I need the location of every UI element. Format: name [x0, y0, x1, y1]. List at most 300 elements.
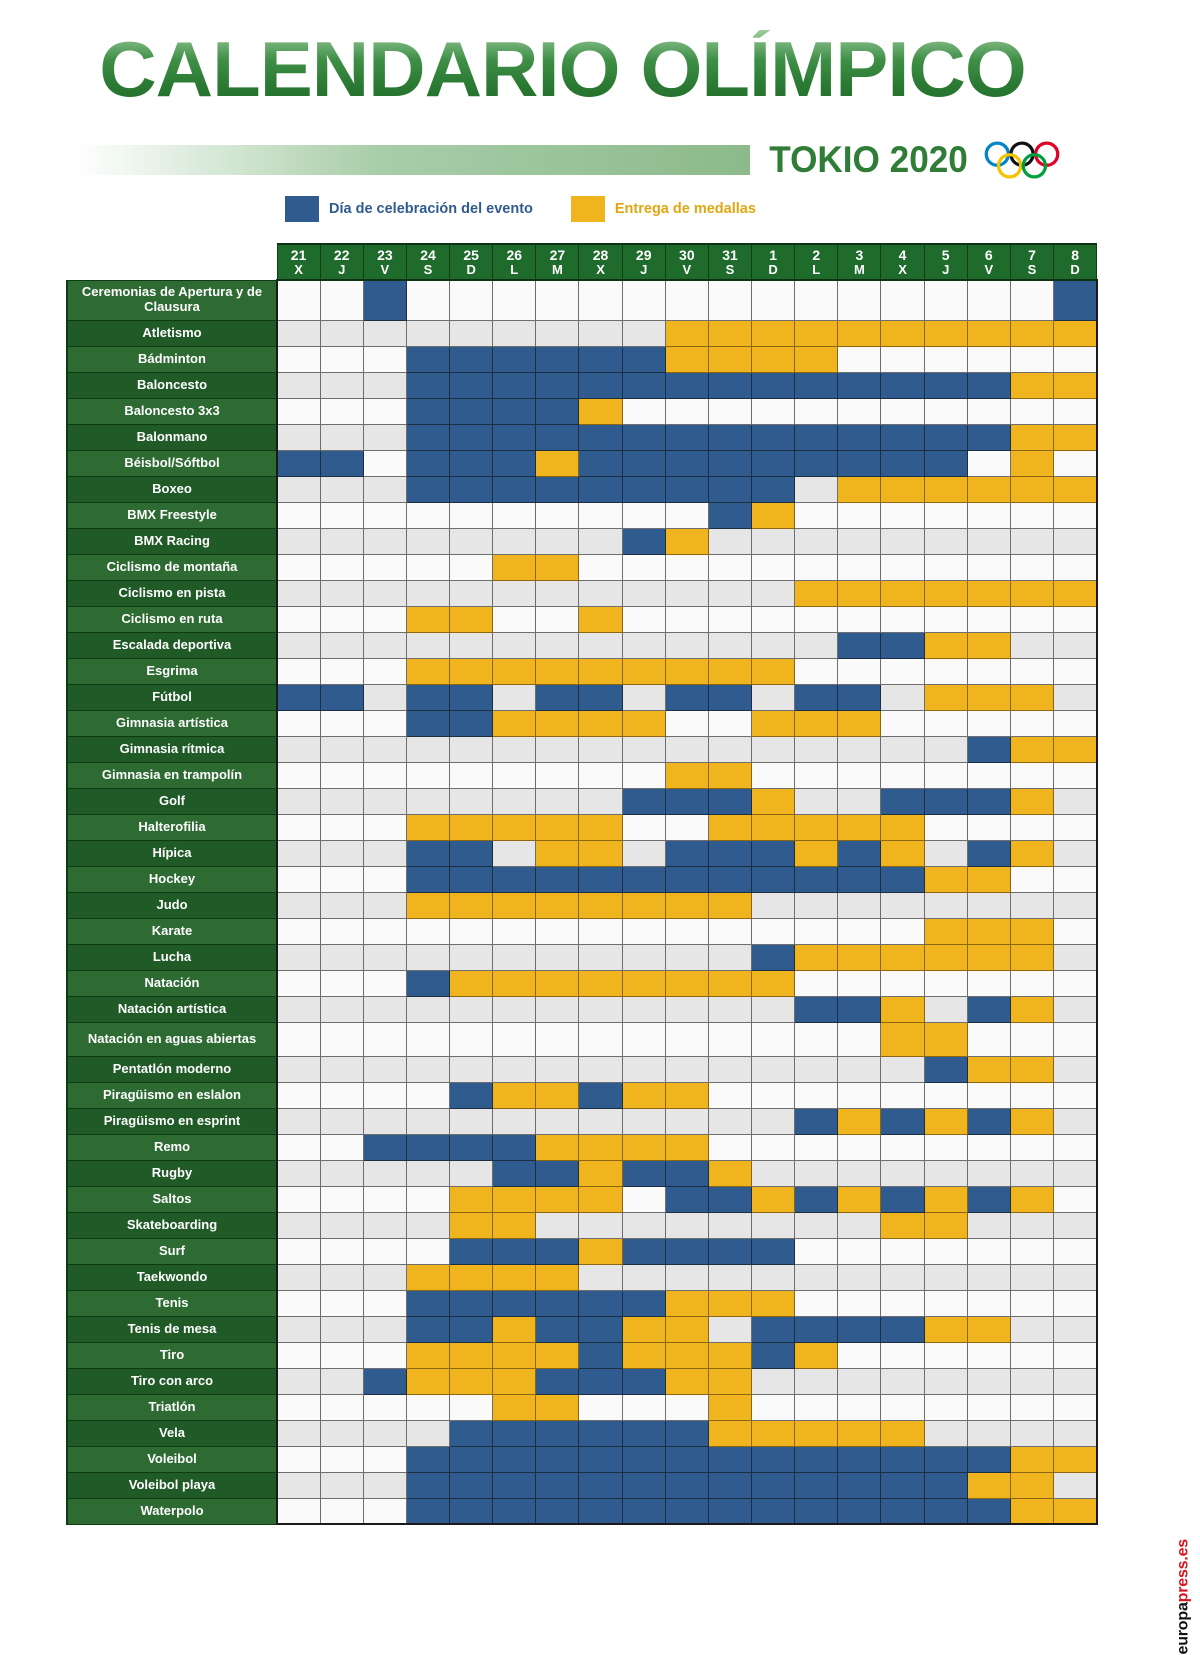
calendar-cell[interactable] — [579, 1022, 622, 1056]
calendar-cell[interactable] — [924, 632, 967, 658]
calendar-cell[interactable] — [406, 580, 449, 606]
calendar-cell[interactable] — [881, 788, 924, 814]
calendar-cell[interactable] — [493, 1472, 536, 1498]
sport-label[interactable]: Rugby — [67, 1160, 277, 1186]
calendar-cell[interactable] — [838, 684, 881, 710]
calendar-cell[interactable] — [795, 1316, 838, 1342]
calendar-cell[interactable] — [493, 710, 536, 736]
calendar-cell[interactable] — [967, 424, 1010, 450]
calendar-cell[interactable] — [320, 1420, 363, 1446]
calendar-cell[interactable] — [795, 606, 838, 632]
calendar-cell[interactable] — [881, 814, 924, 840]
calendar-cell[interactable] — [795, 762, 838, 788]
calendar-cell[interactable] — [708, 1446, 751, 1472]
calendar-cell[interactable] — [795, 280, 838, 320]
calendar-cell[interactable] — [536, 1446, 579, 1472]
calendar-cell[interactable] — [320, 1238, 363, 1264]
calendar-cell[interactable] — [277, 970, 320, 996]
calendar-cell[interactable] — [536, 1082, 579, 1108]
calendar-cell[interactable] — [536, 1498, 579, 1524]
calendar-cell[interactable] — [795, 502, 838, 528]
calendar-cell[interactable] — [967, 944, 1010, 970]
sport-label[interactable]: Halterofilia — [67, 814, 277, 840]
calendar-cell[interactable] — [320, 892, 363, 918]
calendar-cell[interactable] — [665, 502, 708, 528]
calendar-cell[interactable] — [708, 1420, 751, 1446]
calendar-cell[interactable] — [795, 658, 838, 684]
calendar-cell[interactable] — [1010, 554, 1053, 580]
calendar-cell[interactable] — [363, 1134, 406, 1160]
calendar-cell[interactable] — [924, 840, 967, 866]
sport-label[interactable]: Skateboarding — [67, 1212, 277, 1238]
calendar-cell[interactable] — [967, 346, 1010, 372]
calendar-cell[interactable] — [450, 1082, 493, 1108]
calendar-cell[interactable] — [363, 658, 406, 684]
calendar-cell[interactable] — [320, 1160, 363, 1186]
calendar-cell[interactable] — [1010, 528, 1053, 554]
calendar-cell[interactable] — [924, 814, 967, 840]
calendar-cell[interactable] — [622, 580, 665, 606]
calendar-cell[interactable] — [795, 1108, 838, 1134]
calendar-cell[interactable] — [622, 892, 665, 918]
calendar-cell[interactable] — [708, 1108, 751, 1134]
calendar-cell[interactable] — [493, 1056, 536, 1082]
calendar-cell[interactable] — [708, 1498, 751, 1524]
calendar-cell[interactable] — [493, 502, 536, 528]
calendar-cell[interactable] — [881, 554, 924, 580]
calendar-cell[interactable] — [967, 606, 1010, 632]
calendar-cell[interactable] — [752, 658, 795, 684]
calendar-cell[interactable] — [622, 476, 665, 502]
calendar-cell[interactable] — [320, 814, 363, 840]
calendar-cell[interactable] — [536, 1056, 579, 1082]
calendar-cell[interactable] — [924, 1472, 967, 1498]
calendar-cell[interactable] — [838, 424, 881, 450]
calendar-cell[interactable] — [277, 840, 320, 866]
sport-label[interactable]: Piragüismo en esprint — [67, 1108, 277, 1134]
calendar-cell[interactable] — [320, 710, 363, 736]
calendar-cell[interactable] — [1054, 814, 1097, 840]
calendar-cell[interactable] — [536, 840, 579, 866]
calendar-cell[interactable] — [1010, 1082, 1053, 1108]
calendar-cell[interactable] — [493, 1498, 536, 1524]
calendar-cell[interactable] — [881, 1082, 924, 1108]
calendar-cell[interactable] — [967, 1472, 1010, 1498]
calendar-cell[interactable] — [622, 658, 665, 684]
calendar-cell[interactable] — [795, 450, 838, 476]
calendar-cell[interactable] — [363, 1316, 406, 1342]
calendar-cell[interactable] — [450, 918, 493, 944]
calendar-cell[interactable] — [967, 450, 1010, 476]
calendar-cell[interactable] — [579, 580, 622, 606]
calendar-cell[interactable] — [924, 1446, 967, 1472]
calendar-cell[interactable] — [450, 528, 493, 554]
calendar-cell[interactable] — [622, 788, 665, 814]
calendar-cell[interactable] — [277, 736, 320, 762]
calendar-cell[interactable] — [536, 476, 579, 502]
calendar-cell[interactable] — [665, 1290, 708, 1316]
calendar-cell[interactable] — [493, 476, 536, 502]
calendar-cell[interactable] — [924, 280, 967, 320]
calendar-cell[interactable] — [450, 1420, 493, 1446]
calendar-cell[interactable] — [708, 580, 751, 606]
calendar-cell[interactable] — [406, 1290, 449, 1316]
calendar-cell[interactable] — [967, 970, 1010, 996]
calendar-cell[interactable] — [1054, 840, 1097, 866]
calendar-cell[interactable] — [622, 1022, 665, 1056]
calendar-cell[interactable] — [1054, 1022, 1097, 1056]
calendar-cell[interactable] — [881, 1238, 924, 1264]
calendar-cell[interactable] — [320, 866, 363, 892]
calendar-cell[interactable] — [450, 684, 493, 710]
calendar-cell[interactable] — [967, 710, 1010, 736]
calendar-cell[interactable] — [493, 280, 536, 320]
calendar-cell[interactable] — [665, 424, 708, 450]
calendar-cell[interactable] — [795, 320, 838, 346]
calendar-cell[interactable] — [363, 892, 406, 918]
calendar-cell[interactable] — [363, 1056, 406, 1082]
calendar-cell[interactable] — [967, 502, 1010, 528]
calendar-cell[interactable] — [967, 814, 1010, 840]
calendar-cell[interactable] — [924, 424, 967, 450]
calendar-cell[interactable] — [795, 554, 838, 580]
calendar-cell[interactable] — [493, 528, 536, 554]
calendar-cell[interactable] — [1010, 710, 1053, 736]
calendar-cell[interactable] — [708, 320, 751, 346]
calendar-cell[interactable] — [708, 476, 751, 502]
calendar-cell[interactable] — [795, 840, 838, 866]
calendar-cell[interactable] — [579, 398, 622, 424]
calendar-cell[interactable] — [363, 736, 406, 762]
calendar-cell[interactable] — [924, 1498, 967, 1524]
calendar-cell[interactable] — [665, 632, 708, 658]
calendar-cell[interactable] — [795, 1264, 838, 1290]
calendar-cell[interactable] — [838, 1290, 881, 1316]
calendar-cell[interactable] — [924, 1212, 967, 1238]
calendar-cell[interactable] — [708, 1082, 751, 1108]
calendar-cell[interactable] — [277, 1368, 320, 1394]
calendar-cell[interactable] — [924, 450, 967, 476]
calendar-cell[interactable] — [752, 1290, 795, 1316]
calendar-cell[interactable] — [795, 1134, 838, 1160]
calendar-cell[interactable] — [838, 398, 881, 424]
calendar-cell[interactable] — [924, 554, 967, 580]
calendar-cell[interactable] — [924, 710, 967, 736]
sport-label[interactable]: Gimnasia en trampolín — [67, 762, 277, 788]
calendar-cell[interactable] — [708, 762, 751, 788]
calendar-cell[interactable] — [363, 1342, 406, 1368]
calendar-cell[interactable] — [1054, 1186, 1097, 1212]
calendar-cell[interactable] — [277, 1394, 320, 1420]
calendar-cell[interactable] — [1010, 788, 1053, 814]
calendar-cell[interactable] — [450, 320, 493, 346]
calendar-cell[interactable] — [1054, 280, 1097, 320]
calendar-cell[interactable] — [277, 1498, 320, 1524]
calendar-cell[interactable] — [320, 476, 363, 502]
calendar-cell[interactable] — [1010, 1472, 1053, 1498]
calendar-cell[interactable] — [665, 866, 708, 892]
sport-label[interactable]: Gimnasia artística — [67, 710, 277, 736]
calendar-cell[interactable] — [665, 1264, 708, 1290]
calendar-cell[interactable] — [536, 1368, 579, 1394]
calendar-cell[interactable] — [622, 1368, 665, 1394]
calendar-cell[interactable] — [795, 424, 838, 450]
calendar-cell[interactable] — [708, 970, 751, 996]
calendar-cell[interactable] — [579, 892, 622, 918]
calendar-cell[interactable] — [406, 450, 449, 476]
calendar-cell[interactable] — [277, 1342, 320, 1368]
calendar-cell[interactable] — [493, 840, 536, 866]
calendar-cell[interactable] — [277, 450, 320, 476]
calendar-cell[interactable] — [881, 1264, 924, 1290]
calendar-cell[interactable] — [795, 1212, 838, 1238]
calendar-cell[interactable] — [752, 1394, 795, 1420]
calendar-cell[interactable] — [795, 1290, 838, 1316]
calendar-cell[interactable] — [665, 1186, 708, 1212]
calendar-cell[interactable] — [752, 918, 795, 944]
calendar-cell[interactable] — [1054, 1108, 1097, 1134]
calendar-cell[interactable] — [363, 450, 406, 476]
calendar-cell[interactable] — [924, 1316, 967, 1342]
calendar-cell[interactable] — [536, 1420, 579, 1446]
calendar-cell[interactable] — [881, 996, 924, 1022]
calendar-cell[interactable] — [406, 606, 449, 632]
sport-label[interactable]: Ciclismo de montaña — [67, 554, 277, 580]
calendar-cell[interactable] — [277, 632, 320, 658]
calendar-cell[interactable] — [450, 280, 493, 320]
calendar-cell[interactable] — [1054, 424, 1097, 450]
calendar-cell[interactable] — [665, 398, 708, 424]
calendar-cell[interactable] — [320, 1316, 363, 1342]
calendar-cell[interactable] — [838, 1316, 881, 1342]
calendar-cell[interactable] — [277, 1238, 320, 1264]
calendar-cell[interactable] — [838, 346, 881, 372]
calendar-cell[interactable] — [493, 788, 536, 814]
calendar-cell[interactable] — [1054, 398, 1097, 424]
calendar-cell[interactable] — [665, 1212, 708, 1238]
calendar-cell[interactable] — [967, 1082, 1010, 1108]
calendar-cell[interactable] — [967, 1498, 1010, 1524]
calendar-cell[interactable] — [795, 1498, 838, 1524]
calendar-cell[interactable] — [708, 918, 751, 944]
calendar-cell[interactable] — [752, 710, 795, 736]
calendar-cell[interactable] — [536, 424, 579, 450]
calendar-cell[interactable] — [1010, 658, 1053, 684]
calendar-cell[interactable] — [406, 1108, 449, 1134]
calendar-cell[interactable] — [363, 1394, 406, 1420]
calendar-cell[interactable] — [924, 970, 967, 996]
calendar-cell[interactable] — [493, 580, 536, 606]
calendar-cell[interactable] — [795, 892, 838, 918]
calendar-cell[interactable] — [838, 280, 881, 320]
calendar-cell[interactable] — [320, 1134, 363, 1160]
calendar-cell[interactable] — [838, 632, 881, 658]
sport-label[interactable]: Waterpolo — [67, 1498, 277, 1524]
calendar-cell[interactable] — [622, 372, 665, 398]
calendar-cell[interactable] — [752, 762, 795, 788]
calendar-cell[interactable] — [277, 372, 320, 398]
calendar-cell[interactable] — [838, 1472, 881, 1498]
calendar-cell[interactable] — [1010, 1134, 1053, 1160]
calendar-cell[interactable] — [924, 1342, 967, 1368]
calendar-cell[interactable] — [967, 1134, 1010, 1160]
calendar-cell[interactable] — [967, 892, 1010, 918]
calendar-cell[interactable] — [277, 814, 320, 840]
calendar-cell[interactable] — [536, 1022, 579, 1056]
calendar-cell[interactable] — [450, 710, 493, 736]
calendar-cell[interactable] — [665, 554, 708, 580]
calendar-cell[interactable] — [881, 580, 924, 606]
calendar-cell[interactable] — [363, 1022, 406, 1056]
calendar-cell[interactable] — [881, 684, 924, 710]
calendar-cell[interactable] — [838, 450, 881, 476]
calendar-cell[interactable] — [1010, 1342, 1053, 1368]
calendar-cell[interactable] — [622, 1290, 665, 1316]
calendar-cell[interactable] — [363, 944, 406, 970]
calendar-cell[interactable] — [622, 554, 665, 580]
calendar-cell[interactable] — [579, 320, 622, 346]
calendar-cell[interactable] — [450, 450, 493, 476]
calendar-cell[interactable] — [967, 476, 1010, 502]
calendar-cell[interactable] — [622, 1056, 665, 1082]
calendar-cell[interactable] — [967, 1420, 1010, 1446]
calendar-cell[interactable] — [752, 684, 795, 710]
calendar-cell[interactable] — [579, 1212, 622, 1238]
calendar-cell[interactable] — [320, 684, 363, 710]
calendar-cell[interactable] — [924, 528, 967, 554]
calendar-cell[interactable] — [579, 1498, 622, 1524]
calendar-cell[interactable] — [579, 970, 622, 996]
calendar-cell[interactable] — [622, 944, 665, 970]
calendar-cell[interactable] — [752, 372, 795, 398]
calendar-cell[interactable] — [795, 710, 838, 736]
calendar-cell[interactable] — [1054, 996, 1097, 1022]
calendar-cell[interactable] — [752, 866, 795, 892]
sport-label[interactable]: Lucha — [67, 944, 277, 970]
calendar-cell[interactable] — [881, 840, 924, 866]
calendar-cell[interactable] — [967, 684, 1010, 710]
calendar-cell[interactable] — [320, 1368, 363, 1394]
calendar-cell[interactable] — [752, 1212, 795, 1238]
calendar-cell[interactable] — [665, 814, 708, 840]
calendar-cell[interactable] — [708, 840, 751, 866]
calendar-cell[interactable] — [493, 944, 536, 970]
calendar-cell[interactable] — [665, 996, 708, 1022]
calendar-cell[interactable] — [536, 736, 579, 762]
calendar-cell[interactable] — [1054, 1134, 1097, 1160]
calendar-cell[interactable] — [320, 1108, 363, 1134]
calendar-cell[interactable] — [579, 762, 622, 788]
sport-label[interactable]: Golf — [67, 788, 277, 814]
calendar-cell[interactable] — [708, 346, 751, 372]
calendar-cell[interactable] — [665, 1446, 708, 1472]
calendar-cell[interactable] — [536, 372, 579, 398]
calendar-cell[interactable] — [708, 1316, 751, 1342]
calendar-cell[interactable] — [406, 424, 449, 450]
calendar-cell[interactable] — [450, 1446, 493, 1472]
calendar-cell[interactable] — [363, 424, 406, 450]
calendar-cell[interactable] — [579, 1394, 622, 1420]
calendar-cell[interactable] — [665, 788, 708, 814]
calendar-cell[interactable] — [752, 1316, 795, 1342]
calendar-cell[interactable] — [708, 1186, 751, 1212]
calendar-cell[interactable] — [665, 1342, 708, 1368]
sport-label[interactable]: Ciclismo en ruta — [67, 606, 277, 632]
calendar-cell[interactable] — [622, 970, 665, 996]
calendar-cell[interactable] — [752, 1472, 795, 1498]
calendar-cell[interactable] — [363, 996, 406, 1022]
calendar-cell[interactable] — [536, 1264, 579, 1290]
calendar-cell[interactable] — [493, 658, 536, 684]
sport-label[interactable]: Tiro con arco — [67, 1368, 277, 1394]
calendar-cell[interactable] — [493, 606, 536, 632]
calendar-cell[interactable] — [1010, 606, 1053, 632]
calendar-cell[interactable] — [881, 658, 924, 684]
calendar-cell[interactable] — [320, 372, 363, 398]
calendar-cell[interactable] — [881, 1394, 924, 1420]
calendar-cell[interactable] — [1054, 970, 1097, 996]
calendar-cell[interactable] — [536, 1472, 579, 1498]
calendar-cell[interactable] — [924, 502, 967, 528]
calendar-cell[interactable] — [708, 892, 751, 918]
calendar-cell[interactable] — [665, 606, 708, 632]
calendar-cell[interactable] — [752, 1056, 795, 1082]
calendar-cell[interactable] — [406, 840, 449, 866]
calendar-cell[interactable] — [924, 1264, 967, 1290]
calendar-cell[interactable] — [493, 1342, 536, 1368]
calendar-cell[interactable] — [363, 1108, 406, 1134]
calendar-cell[interactable] — [406, 944, 449, 970]
calendar-cell[interactable] — [277, 788, 320, 814]
calendar-cell[interactable] — [579, 840, 622, 866]
calendar-cell[interactable] — [277, 476, 320, 502]
calendar-cell[interactable] — [752, 398, 795, 424]
calendar-cell[interactable] — [881, 970, 924, 996]
calendar-cell[interactable] — [622, 1108, 665, 1134]
calendar-cell[interactable] — [1010, 1394, 1053, 1420]
calendar-cell[interactable] — [406, 1394, 449, 1420]
calendar-cell[interactable] — [838, 528, 881, 554]
calendar-cell[interactable] — [881, 476, 924, 502]
calendar-cell[interactable] — [795, 944, 838, 970]
calendar-cell[interactable] — [320, 1056, 363, 1082]
calendar-cell[interactable] — [277, 424, 320, 450]
calendar-cell[interactable] — [406, 320, 449, 346]
calendar-cell[interactable] — [450, 1316, 493, 1342]
calendar-cell[interactable] — [924, 398, 967, 424]
calendar-cell[interactable] — [752, 1446, 795, 1472]
calendar-cell[interactable] — [924, 918, 967, 944]
calendar-cell[interactable] — [1054, 684, 1097, 710]
calendar-cell[interactable] — [579, 502, 622, 528]
calendar-cell[interactable] — [363, 320, 406, 346]
calendar-cell[interactable] — [708, 1342, 751, 1368]
calendar-cell[interactable] — [1054, 762, 1097, 788]
calendar-cell[interactable] — [536, 1342, 579, 1368]
calendar-cell[interactable] — [450, 1022, 493, 1056]
calendar-cell[interactable] — [795, 1056, 838, 1082]
calendar-cell[interactable] — [1010, 944, 1053, 970]
calendar-cell[interactable] — [622, 684, 665, 710]
calendar-cell[interactable] — [1010, 814, 1053, 840]
calendar-cell[interactable] — [708, 1472, 751, 1498]
calendar-cell[interactable] — [363, 372, 406, 398]
calendar-cell[interactable] — [1010, 866, 1053, 892]
calendar-cell[interactable] — [622, 1082, 665, 1108]
calendar-cell[interactable] — [708, 710, 751, 736]
calendar-cell[interactable] — [967, 1108, 1010, 1134]
calendar-cell[interactable] — [708, 684, 751, 710]
